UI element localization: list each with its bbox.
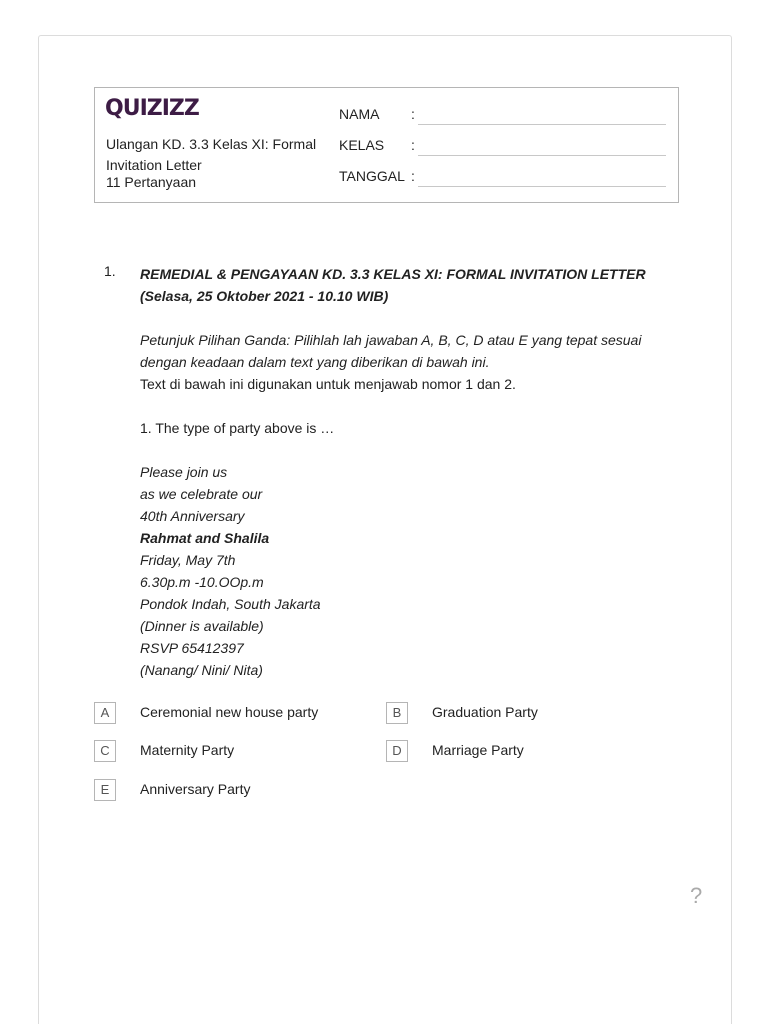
option-text-b: Graduation Party — [432, 704, 538, 720]
date-label: TANGGAL — [339, 168, 405, 184]
invitation-contacts: (Nanang/ Nini/ Nita) — [140, 662, 263, 678]
option-letter-e: E — [94, 779, 116, 801]
question-heading-line2: (Selasa, 25 Oktober 2021 - 10.10 WIB) — [140, 288, 389, 304]
invitation-line1: Please join us — [140, 464, 228, 480]
invitation-time: 6.30p.m -10.OOp.m — [140, 574, 264, 590]
name-line[interactable] — [418, 124, 666, 125]
option-text-d: Marriage Party — [432, 742, 524, 758]
invitation-names: Rahmat and Shalila — [140, 530, 270, 546]
option-text-c: Maternity Party — [140, 742, 235, 758]
worksheet-header — [94, 87, 679, 203]
option-text-e: Anniversary Party — [140, 781, 251, 797]
invitation-date: Friday, May 7th — [140, 552, 236, 568]
question-count: 11 Pertanyaan — [106, 174, 197, 190]
instruction-line1: Petunjuk Pilihan Ganda: Pilihlah lah jawaban A, B, C, D atau E yang tepat sesuai — [140, 332, 642, 348]
date-line[interactable] — [418, 186, 666, 187]
date-colon: : — [411, 168, 415, 184]
invitation-rsvp: RSVP 65412397 — [140, 640, 244, 656]
invitation-line2: as we celebrate our — [140, 486, 263, 502]
worksheet-page — [38, 35, 732, 1024]
option-letter-b: B — [386, 702, 408, 724]
question-prompt: 1. The type of party above is … — [140, 420, 335, 436]
class-colon: : — [411, 137, 415, 153]
quizizz-logo: QUIZIZZ — [105, 96, 199, 121]
option-letter-a: A — [94, 702, 116, 724]
instruction-line2: dengan keadaan dalam text yang diberikan di bawah ini. — [140, 354, 490, 370]
help-icon[interactable]: ? — [690, 883, 703, 908]
invitation-place: Pondok Indah, South Jakarta — [140, 596, 321, 612]
invitation-dinner: (Dinner is available) — [140, 618, 264, 634]
option-letter-d: D — [386, 740, 408, 762]
question-heading-line1: REMEDIAL & PENGAYAAN KD. 3.3 KELAS XI: FORMAL INVITATION LETTER — [140, 266, 646, 282]
name-colon: : — [411, 106, 415, 122]
name-label: NAMA — [339, 106, 380, 122]
class-label: KELAS — [339, 137, 385, 153]
instruction-line3: Text di bawah ini digunakan untuk menjawab nomor 1 dan 2. — [140, 376, 516, 392]
invitation-line3: 40th Anniversary — [140, 508, 245, 524]
quiz-title: Ulangan KD. 3.3 Kelas XI: Formal Invitation Letter — [106, 136, 317, 173]
option-letter-c: C — [94, 740, 116, 762]
class-line[interactable] — [418, 155, 666, 156]
option-text-a: Ceremonial new house party — [140, 704, 319, 720]
question-body — [140, 263, 670, 681]
question-number: 1. — [104, 263, 116, 279]
